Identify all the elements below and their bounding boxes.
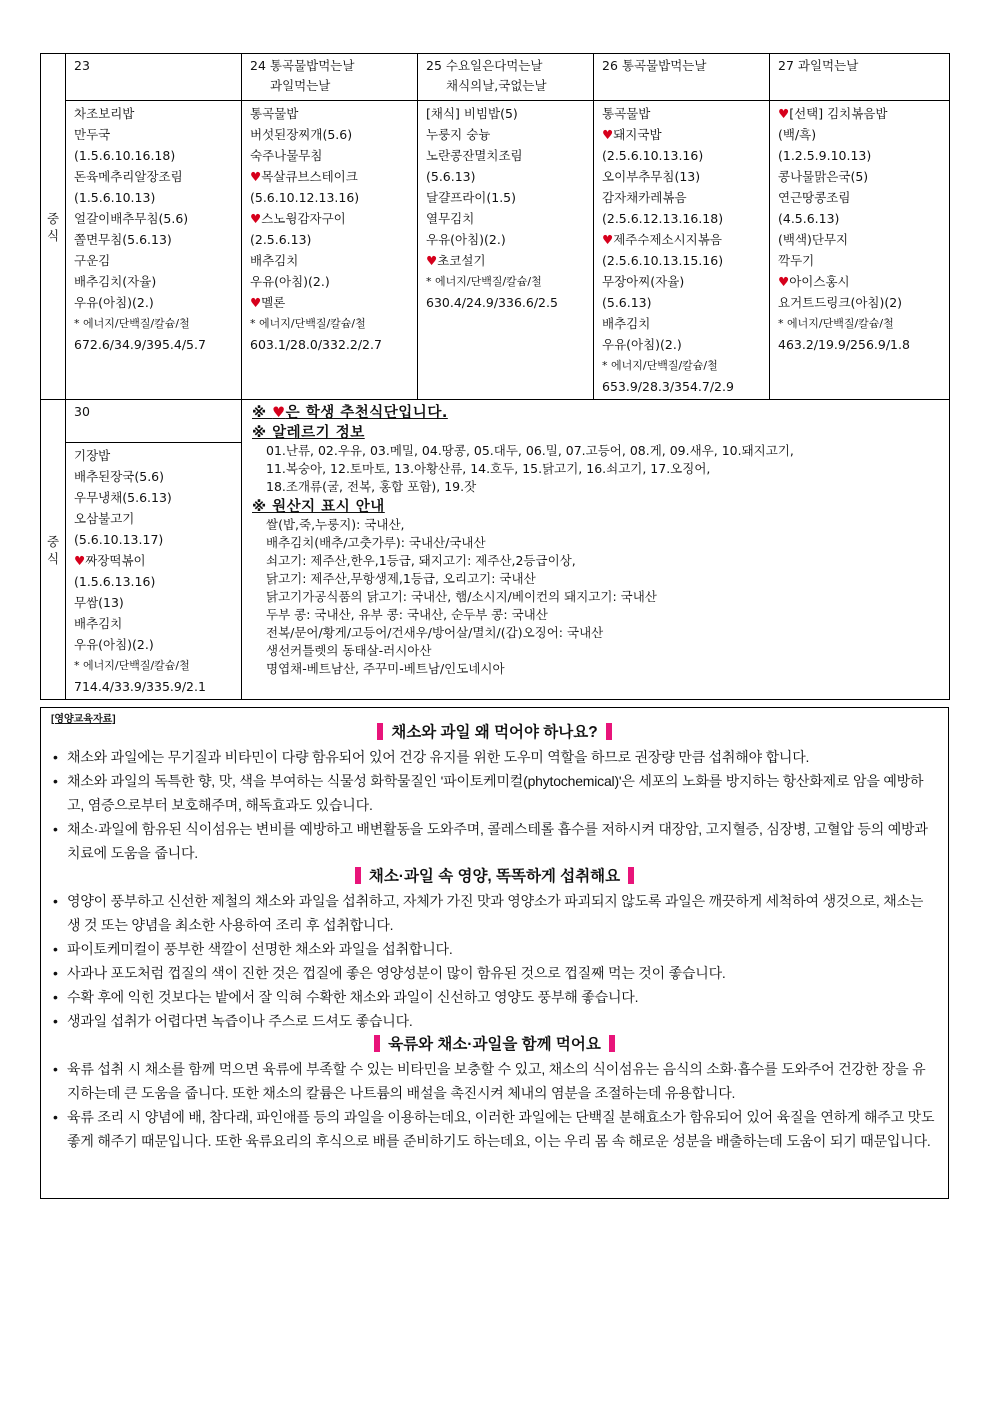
menu-item-text: (5.6.10.13.17): [74, 532, 164, 547]
menu-item: [778, 208, 941, 229]
menu-item: [74, 187, 233, 208]
nutrition-values: 630.4/24.9/336.6/2.5: [426, 295, 558, 310]
nutrition-label: * 에너지/단백질/칼슘/철: [426, 275, 542, 288]
menu-item-text: (백/흑): [778, 127, 817, 142]
menu-item: [602, 208, 761, 229]
day-label: 과일먹는날: [797, 58, 859, 73]
nutrition-sections: [41, 721, 948, 1153]
menu-item-text: 연근땅콩조림: [778, 190, 851, 205]
nutrition-label: * 에너지/단백질/칼슘/철: [74, 317, 190, 330]
allergy-list: [252, 442, 939, 496]
menu-item: [602, 292, 761, 313]
menu-item-text: 초코설기: [437, 253, 486, 268]
allergy-line: 18.조개류(굴, 전복, 홍합 포함), 19.잣: [266, 479, 477, 494]
menu-item: [778, 103, 941, 124]
menu-item-text: 배추김치: [602, 316, 651, 331]
menu-item-text: 무장아찌(자율): [602, 274, 685, 289]
edu-bullet: • 육류 섭취 시 채소를 함께 먹으면 육류에 부족할 수 있는 비타민을 보충할 수 있고, 채소의 식이섬유는 음식의 소화·흡수를 도와주어 건강한 장을 유지하는데 큰 도움을 줍니다. 또한 채소의 칼륨은 나트륨의 배설을 촉진시켜 체내의 염분을 조절하는데 유용합니다.: [51, 1057, 936, 1105]
heart-icon: ♥: [250, 211, 262, 226]
nutrition-values: 603.1/28.0/332.2/2.7: [250, 337, 382, 352]
menu-item: [778, 229, 941, 250]
menu-item-text: 노란콩잔멸치조림: [426, 148, 523, 163]
menu-item: [778, 271, 941, 292]
menu-item-text: 달걀프라이(1.5): [426, 190, 517, 205]
menu-item: [602, 145, 761, 166]
menu-item-text: 아이스홍시: [789, 274, 850, 289]
menu-cell: [418, 101, 594, 400]
menu-cell: [66, 101, 242, 400]
menu-item: [74, 550, 233, 571]
menu-cell: [242, 101, 418, 400]
menu-item-text: 통곡물밥: [602, 106, 651, 121]
allergy-line: 01.난류, 02.우유, 03.메밀, 04.땅콩, 05.대두, 06.밀, 07.고등어, 08.게, 09.새우, 10.돼지고기,: [266, 443, 794, 458]
menu-item: [602, 313, 761, 334]
day-header: [418, 54, 594, 101]
menu-item-text: (5.6.10.12.13.16): [250, 190, 360, 205]
day-header: [66, 400, 242, 443]
day-label: 수요일은다먹는날: [445, 58, 543, 73]
menu-item-text: 멜론: [261, 295, 286, 310]
menu-item: [250, 124, 409, 145]
menu-item-text: (5.6.13): [602, 295, 652, 310]
menu-item-text: 구운김: [74, 253, 111, 268]
menu-item-text: 깍두기: [778, 253, 815, 268]
menu-item: [602, 103, 761, 124]
menu-item: [778, 145, 941, 166]
nutrition-values: 672.6/34.9/395.4/5.7: [74, 337, 206, 352]
menu-item: [250, 145, 409, 166]
menu-item: [74, 466, 233, 487]
menu-item: [426, 124, 585, 145]
menu-item-text: 우유(아침)(2.): [250, 274, 330, 289]
menu-item-text: 차조보리밥: [74, 106, 135, 121]
day-header: [594, 54, 770, 101]
edu-bullets: [41, 889, 948, 1033]
day-label: 과일먹는날: [270, 78, 331, 93]
recommend-text: 은 학생 추천식단입니다.: [285, 405, 448, 421]
edu-tag: [영양교육자료]: [51, 714, 116, 725]
nutrition-values: 463.2/19.9/256.9/1.8: [778, 337, 910, 352]
menu-item-text: 배추김치(자율): [74, 274, 157, 289]
menu-item: [74, 208, 233, 229]
origin-line: 닭고기: 제주산,무항생제,1등급, 오리고기: 국내산: [266, 571, 536, 586]
menu-item: [74, 592, 233, 613]
edu-section-title: [41, 1033, 948, 1057]
origin-title: ※ 원산지 표시 안내: [252, 499, 385, 515]
title-bar-left: [377, 723, 383, 740]
edu-bullet: • 영양이 풍부하고 신선한 제철의 채소와 과일을 섭취하고, 자체가 가진 맛과 영양소가 파괴되지 않도록 과일은 깨끗하게 세척하여 생것으로, 채소는 생 것 또는 양념을 최소한 사용하여 조리 후 섭취합니다.: [51, 889, 936, 937]
menu-item: [602, 334, 761, 355]
lunch-label-week: [41, 54, 66, 400]
menu-item: [250, 250, 409, 271]
menu-item: [74, 124, 233, 145]
origin-line: 두부 콩: 국내산, 유부 콩: 국내산, 순두부 콩: 국내산: [266, 607, 548, 622]
menu-item: [74, 445, 233, 466]
menu-item: [74, 613, 233, 634]
recommend-prefix: ※: [252, 405, 273, 421]
menu-item: [74, 103, 233, 124]
heart-icon: ♥: [778, 106, 790, 121]
menu-cell: [66, 443, 242, 700]
edu-bullet: • 파이토케미컬이 풍부한 색깔이 선명한 채소와 과일을 섭취합니다.: [51, 937, 936, 961]
menu-item: [74, 487, 233, 508]
origin-list: [252, 516, 939, 678]
menu-item-text: 통곡물밥: [250, 106, 299, 121]
title-bar-left: [355, 867, 361, 884]
menu-item-text: 우유(아침)(2.): [426, 232, 506, 247]
title-text: 채소·과일 속 영양, 똑똑하게 섭취해요: [368, 868, 621, 885]
origin-line: 쇠고기: 제주산,한우,1등급, 돼지고기: 제주산,2등급이상,: [266, 553, 576, 568]
menu-item: [778, 250, 941, 271]
edu-bullets: [41, 1057, 948, 1153]
menu-item-text: 콩나물맑은국(5): [778, 169, 869, 184]
title-bar-right: [606, 723, 612, 740]
menu-item: [602, 166, 761, 187]
day-header: [66, 54, 242, 101]
day-label: 채식의날,국없는날: [446, 78, 547, 93]
menu-item: [74, 634, 233, 655]
menu-item-text: (2.5.6.10.13.15.16): [602, 253, 724, 268]
menu-item: [74, 145, 233, 166]
menu-item-text: 누룽지 숭늉: [426, 127, 491, 142]
title-bar-right: [628, 867, 634, 884]
date: 24: [250, 58, 266, 73]
menu-item-text: 배추김치: [74, 616, 123, 631]
heart-icon: ♥: [602, 127, 614, 142]
heart-icon: ♥: [602, 232, 614, 247]
menu-item: [250, 187, 409, 208]
menu-item: [74, 250, 233, 271]
heart-icon: ♥: [74, 553, 86, 568]
edu-section-title: [41, 721, 948, 745]
menu-item-text: (2.5.6.10.13.16): [602, 148, 704, 163]
allergy-title: ※ 알레르기 정보: [252, 425, 365, 441]
menu-item-text: 돈육메추리알장조림: [74, 169, 183, 184]
menu-item: [74, 166, 233, 187]
menu-item-text: 열무김치: [426, 211, 475, 226]
menu-item: [74, 271, 233, 292]
menu-item: [426, 187, 585, 208]
menu-item: [602, 229, 761, 250]
notice-panel: [242, 400, 950, 700]
menu-item: [426, 145, 585, 166]
menu-item: [778, 124, 941, 145]
edu-bullet: • 육류 조리 시 양념에 배, 참다래, 파인애플 등의 과일을 이용하는데요, 이러한 과일에는 단백질 분해효소가 함유되어 있어 육질을 연하게 해주고 맛도 좋게 해주기 때문입니다. 또한 육류요리의 후식으로 배를 준비하기도 하는데요, 이는 우리 몸 속 해로운 성분을 배출하는데 도움이 되기 때문입니다.: [51, 1105, 936, 1153]
menu-item-text: (1.5.6.10.16.18): [74, 148, 176, 163]
menu-item-text: [채식] 비빔밥(5): [426, 106, 518, 121]
date: 26: [602, 58, 618, 73]
menu-item-text: (4.5.6.13): [778, 211, 840, 226]
edu-bullets: [41, 745, 948, 865]
menu-item-text: 기장밥: [74, 448, 111, 463]
menu-item: [778, 292, 941, 313]
menu-item: [426, 250, 585, 271]
menu-item-text: (백색)단무지: [778, 232, 849, 247]
title-bar-right: [609, 1035, 615, 1052]
menu-item-text: 쫄면무침(5.6.13): [74, 232, 172, 247]
menu-item: [250, 103, 409, 124]
heart-icon: ♥: [250, 295, 262, 310]
menu-table: [40, 53, 950, 700]
lunch-label-30: [41, 400, 66, 700]
menu-item-text: (1.5.6.10.13): [74, 190, 156, 205]
menu-item-text: [선택] 김치볶음밥: [789, 106, 888, 121]
menu-item: [250, 271, 409, 292]
heart-icon: ♥: [272, 405, 286, 421]
day-header: [770, 54, 950, 101]
allergy-line: 11.복숭아, 12.토마토, 13.아황산류, 14.호두, 15.닭고기, 16.쇠고기, 17.오징어,: [266, 461, 711, 476]
menu-item: [602, 187, 761, 208]
edu-section-title: [41, 865, 948, 889]
menu-item: [250, 166, 409, 187]
menu-item: [74, 529, 233, 550]
menu-item-text: 오이부추무침(13): [602, 169, 701, 184]
menu-item-text: 우유(아침)(2.): [74, 295, 154, 310]
menu-item-text: 우유(아침)(2.): [602, 337, 682, 352]
origin-line: 생선커틀렛의 동태살-러시아산: [266, 643, 432, 658]
menu-item: [74, 571, 233, 592]
origin-line: 전복/문어/황게/고등어/건새우/방어살/멸치/(갑)오징어: 국내산: [266, 625, 604, 640]
day-header: [242, 54, 418, 101]
menu-item-text: 배추김치: [250, 253, 299, 268]
side-label: 중식: [46, 533, 60, 566]
menu-item-text: 숙주나물무침: [250, 148, 323, 163]
nutrition-label: * 에너지/단백질/칼슘/철: [250, 317, 366, 330]
day-label: 통곡물밥먹는날: [621, 58, 707, 73]
menu-item: [602, 271, 761, 292]
menu-item: [250, 292, 409, 313]
menu-item-text: 배추된장국(5.6): [74, 469, 165, 484]
edu-bullet: • 채소와 과일에는 무기질과 비타민이 다량 함유되어 있어 건강 유지를 위한 도우미 역할을 하므로 권장량 만큼 섭취해야 합니다.: [51, 745, 936, 769]
menu-item: [778, 187, 941, 208]
menu-item: [778, 166, 941, 187]
date: 30: [74, 404, 90, 419]
title-text: 육류와 채소·과일을 함께 먹어요: [388, 1036, 601, 1053]
menu-item-text: (1.2.5.9.10.13): [778, 148, 872, 163]
menu-item-text: 우유(아침)(2.): [74, 637, 154, 652]
menu-item-text: 우무냉채(5.6.13): [74, 490, 172, 505]
date: 23: [74, 58, 90, 73]
menu-item-text: 무쌈(13): [74, 595, 124, 610]
day-label: 통곡물밥먹는날: [269, 58, 355, 73]
title-bar-left: [374, 1035, 380, 1052]
nutrition-label: * 에너지/단백질/칼슘/철: [74, 659, 190, 672]
heart-icon: ♥: [250, 169, 262, 184]
menu-item-text: 돼지국밥: [613, 127, 662, 142]
menu-item: [602, 124, 761, 145]
nutrition-values: 653.9/28.3/354.7/2.9: [602, 379, 734, 394]
menu-item-text: 제주수제소시지볶음: [613, 232, 722, 247]
menu-cell: [594, 101, 770, 400]
side-label: 중식: [46, 210, 60, 243]
origin-line: 닭고기가공식품의 닭고기: 국내산, 햄/소시지/베이컨의 돼지고기: 국내산: [266, 589, 657, 604]
menu-item-text: 요거트드링크(아침)(2): [778, 295, 903, 310]
menu-cell: [770, 101, 950, 400]
menu-item-text: 버섯된장찌개(5.6): [250, 127, 353, 142]
menu-item-text: 짜장떡볶이: [85, 553, 146, 568]
recommend-title: [252, 404, 939, 422]
nutrition-label: * 에너지/단백질/칼슘/철: [778, 317, 894, 330]
menu-item-text: 감자채카레볶음: [602, 190, 687, 205]
menu-item: [250, 208, 409, 229]
menu-item-text: 목살큐브스테이크: [261, 169, 358, 184]
edu-bullet: • 수확 후에 익힌 것보다는 밭에서 잘 익혀 수확한 채소와 과일이 신선하고 영양도 풍부해 좋습니다.: [51, 985, 936, 1009]
menu-item-text: 스노윙감자구이: [261, 211, 346, 226]
menu-item: [74, 229, 233, 250]
menu-item: [602, 250, 761, 271]
heart-icon: ♥: [426, 253, 438, 268]
menu-item: [426, 229, 585, 250]
origin-line: 배추김치(배추/고춧가루): 국내산/국내산: [266, 535, 486, 550]
menu-item: [426, 103, 585, 124]
menu-item: [426, 208, 585, 229]
title-text: 채소와 과일 왜 먹어야 하나요?: [391, 724, 598, 741]
menu-item: [250, 229, 409, 250]
menu-item: [74, 508, 233, 529]
menu-item-text: (2.5.6.12.13.16.18): [602, 211, 724, 226]
menu-item-text: 오삼불고기: [74, 511, 135, 526]
nutrition-education-box: [40, 707, 949, 1199]
menu-item-text: (5.6.13): [426, 169, 476, 184]
edu-bullet: • 채소·과일에 함유된 식이섬유는 변비를 예방하고 배변활동을 도와주며, 콜레스테롤 흡수를 저하시켜 대장암, 고지혈증, 심장병, 고혈압 등의 예방과 치료에 도움을 줍니다.: [51, 817, 936, 865]
edu-bullet: • 채소와 과일의 독특한 향, 맛, 색을 부여하는 식물성 화학물질인 '파이토케미컬(phytochemical)'은 세포의 노화를 방지하는 항산화제로 암을 예방하고, 염증으로부터 보호해주며, 해독효과도 있습니다.: [51, 769, 936, 817]
nutrition-values: 714.4/33.9/335.9/2.1: [74, 679, 206, 694]
origin-line: 명엽채-베트남산, 주꾸미-베트남/인도네시아: [266, 661, 505, 676]
date: 27: [778, 58, 794, 73]
menu-item: [74, 292, 233, 313]
menu-item-text: 얼갈이배추무침(5.6): [74, 211, 189, 226]
edu-bullet: • 생과일 섭취가 어렵다면 녹즙이나 주스로 드셔도 좋습니다.: [51, 1009, 936, 1033]
origin-line: 쌀(밥,죽,누룽지): 국내산,: [266, 517, 405, 532]
edu-bullet: • 사과나 포도처럼 껍질의 색이 진한 것은 껍질에 좋은 영양성분이 많이 함유된 것으로 껍질째 먹는 것이 좋습니다.: [51, 961, 936, 985]
menu-item-text: 만두국: [74, 127, 111, 142]
menu-item-text: (1.5.6.13.16): [74, 574, 156, 589]
date: 25: [426, 58, 442, 73]
heart-icon: ♥: [778, 274, 790, 289]
nutrition-label: * 에너지/단백질/칼슘/철: [602, 359, 718, 372]
menu-item: [426, 166, 585, 187]
menu-item-text: (2.5.6.13): [250, 232, 312, 247]
